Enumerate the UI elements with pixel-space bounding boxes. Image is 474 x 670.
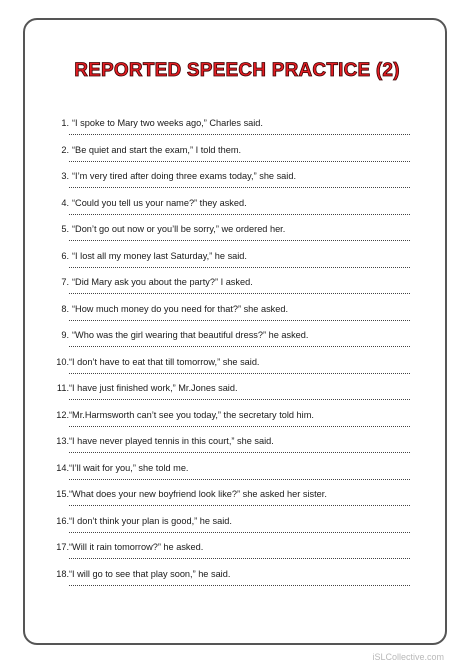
- exercise-item: [48, 462, 410, 489]
- direct-speech-sentence: “I lost all my money last Saturday,” he said.: [72, 250, 247, 261]
- item-number: 2.: [61, 144, 69, 155]
- exercise-item: [48, 568, 410, 595]
- exercise-item: [48, 223, 410, 250]
- exercise-item: [48, 117, 410, 144]
- item-number: 17.: [56, 542, 69, 552]
- exercise-item: [48, 170, 410, 197]
- exercise-item: [48, 382, 410, 409]
- exercise-item: [48, 515, 410, 542]
- direct-speech-sentence: “Could you tell us your name?” they asked.: [72, 197, 247, 208]
- direct-speech-sentence: “I don’t think your plan is good,” he said.: [69, 515, 232, 526]
- direct-speech-sentence: “I’m very tired after doing three exams today,” she said.: [72, 171, 296, 181]
- item-number: 3.: [61, 171, 69, 181]
- answer-line: [69, 240, 410, 241]
- item-number: 18.: [56, 568, 69, 579]
- item-number: 8.: [61, 303, 69, 314]
- item-number: 13.: [56, 436, 69, 446]
- direct-speech-sentence: “Mr.Harmsworth can’t see you today,” the secretary told him.: [69, 409, 314, 420]
- exercise-item: [48, 250, 410, 277]
- answer-line: [69, 558, 410, 559]
- exercise-item: [48, 435, 410, 462]
- answer-line: [69, 373, 410, 374]
- direct-speech-sentence: “Be quiet and start the exam,” I told them.: [72, 144, 242, 155]
- exercise-list: [48, 117, 410, 594]
- exercise-item: [48, 409, 410, 436]
- item-number: 10.: [56, 356, 69, 367]
- direct-speech-sentence: “I will go to see that play soon,” he said.: [69, 568, 231, 579]
- answer-line: [69, 161, 410, 162]
- exercise-item: [48, 356, 410, 383]
- answer-line: [69, 214, 410, 215]
- direct-speech-sentence: “I have never played tennis in this court,” she said.: [69, 436, 274, 446]
- item-number: 16.: [56, 515, 69, 526]
- answer-line: [69, 532, 410, 533]
- exercise-item: [48, 303, 410, 330]
- answer-line: [69, 267, 410, 268]
- answer-line: [69, 320, 410, 321]
- answer-line: [69, 187, 410, 188]
- exercise-item: [48, 488, 410, 515]
- item-number: 12.: [56, 409, 69, 420]
- direct-speech-sentence: “I don’t have to eat that till tomorrow,” she said.: [69, 356, 260, 367]
- direct-speech-sentence: “How much money do you need for that?” she asked.: [72, 303, 289, 314]
- answer-line: [69, 452, 410, 453]
- worksheet-title: REPORTED SPEECH PRACTICE (2): [74, 60, 400, 81]
- exercise-item: [48, 197, 410, 224]
- exercise-item: [48, 541, 410, 568]
- answer-line: [69, 134, 410, 135]
- direct-speech-sentence: “I have just finished work,” Mr.Jones said.: [69, 383, 238, 393]
- direct-speech-sentence: “I’ll wait for you,” she told me.: [69, 462, 189, 473]
- answer-line: [69, 293, 410, 294]
- item-number: 15.: [56, 489, 69, 499]
- direct-speech-sentence: “Will it rain tomorrow?” he asked.: [69, 542, 204, 552]
- site-watermark: iSLCollective.com: [372, 652, 444, 662]
- item-number: 11.: [56, 383, 69, 393]
- item-number: 6.: [61, 250, 69, 261]
- answer-line: [69, 399, 410, 400]
- item-number: 9.: [61, 330, 69, 340]
- exercise-item: [48, 144, 410, 171]
- item-number: 7.: [61, 277, 69, 287]
- item-number: 1.: [61, 118, 69, 128]
- item-number: 4.: [61, 197, 69, 208]
- answer-line: [69, 479, 410, 480]
- answer-line: [69, 426, 410, 427]
- direct-speech-sentence: “What does your new boyfriend look like?” she asked her sister.: [69, 489, 327, 499]
- answer-line: [69, 585, 410, 586]
- answer-line: [69, 505, 410, 506]
- exercise-item: [48, 329, 410, 356]
- direct-speech-sentence: “Did Mary ask you about the party?” I asked.: [72, 277, 253, 287]
- direct-speech-sentence: “Who was the girl wearing that beautiful dress?” he asked.: [72, 330, 309, 340]
- direct-speech-sentence: “I spoke to Mary two weeks ago,” Charles said.: [72, 118, 263, 128]
- item-number: 14.: [56, 462, 69, 473]
- answer-line: [69, 346, 410, 347]
- item-number: 5.: [61, 224, 69, 234]
- direct-speech-sentence: “Don’t go out now or you’ll be sorry,” we ordered her.: [72, 224, 286, 234]
- exercise-item: [48, 276, 410, 303]
